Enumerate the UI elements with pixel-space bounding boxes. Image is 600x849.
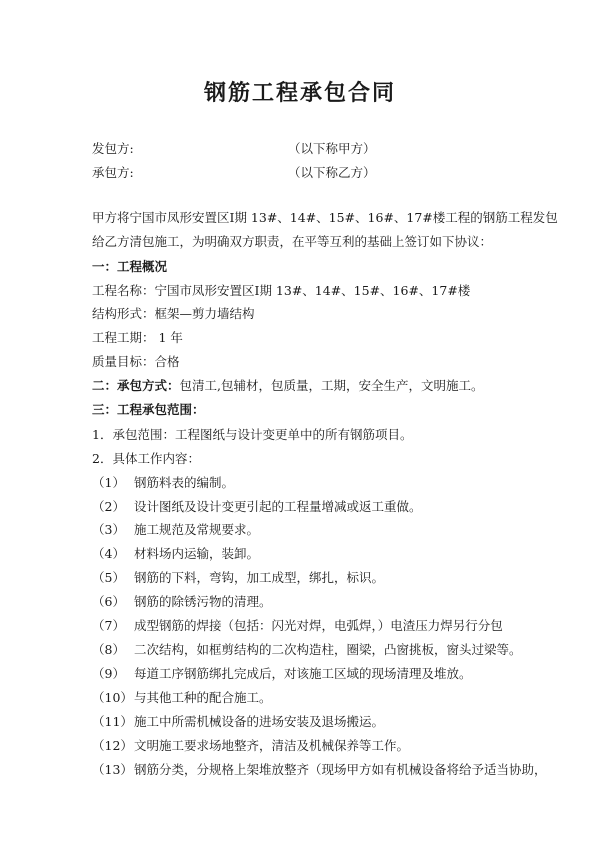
list-item: （2） 设计图纸及设计变更引起的工程量增减或返工重做。 [92, 499, 422, 514]
intro-line-2: 给乙方清包施工，为明确双方职责，在平等互利的基础上签订如下协议： [92, 234, 493, 249]
list-item: （13）钢筋分类，分规格上架堆放整齐（现场甲方如有机械设备将给予适当协助， [92, 762, 547, 777]
section3-heading: 三：工程承包范围： [92, 402, 205, 417]
list-item: （1） 钢筋料表的编制。 [92, 475, 235, 490]
section2-heading: 二：承包方式： [92, 378, 180, 393]
list-item: （3） 施工规范及常规要求。 [92, 522, 260, 537]
structure-type: 结构形式：框架—剪力墙结构 [92, 306, 255, 321]
party-b-note: （以下称乙方） [288, 165, 376, 180]
section2-text: 包清工,包辅材，包质量，工期，安全生产，文明施工。 [179, 378, 484, 393]
list-item: （8） 二次结构，如框剪结构的二次构造柱，圈梁，凸窗挑板，窗头过梁等。 [92, 642, 522, 657]
list-item: （4） 材料场内运输，装卸。 [92, 546, 260, 561]
list-item: （10）与其他工种的配合施工。 [92, 690, 272, 705]
document-title: 钢筋工程承包合同 [203, 80, 396, 106]
list-item: （6） 钢筋的除锈污物的清理。 [92, 594, 272, 609]
party-b-label: 承包方: [92, 165, 134, 180]
list-item: （7） 成型钢筋的焊接（包括：闪光对焊，电弧焊，）电渣压力焊另行分包 [92, 618, 503, 633]
party-a-label: 发包方: [92, 141, 134, 156]
section2-row [92, 378, 532, 394]
project-duration: 工程工期： 1 年 [92, 330, 183, 345]
quality-target: 质量目标：合格 [92, 354, 180, 369]
party-a-row [92, 141, 532, 157]
project-name: 工程名称：宁国市凤形安置区Ⅰ期 13#、14#、15#、16#、17#楼 [92, 283, 471, 298]
intro-line-1: 甲方将宁国市凤形安置区Ⅰ期 13#、14#、15#、16#、17#楼工程的钢筋工程发包 [92, 210, 558, 225]
party-b-row [92, 165, 532, 181]
list-item: （12）文明施工要求场地整齐，清洁及机械保养等工作。 [92, 738, 410, 753]
list-item: （5） 钢筋的下料，弯钩，加工成型，绑扎，标识。 [92, 570, 385, 585]
party-a-note: （以下称甲方） [288, 141, 376, 156]
section1-heading: 一：工程概况 [92, 259, 168, 274]
scope-paragraph: 1．承包范围：工程图纸与设计变更单中的所有钢筋项目。 [92, 427, 413, 442]
list-item: （9） 每道工序钢筋绑扎完成后，对该施工区域的现场清理及堆放。 [92, 666, 472, 681]
list-item: （11）施工中所需机械设备的进场安装及退场搬运。 [92, 714, 385, 729]
work-content-paragraph: 2．具体工作内容： [92, 451, 200, 466]
